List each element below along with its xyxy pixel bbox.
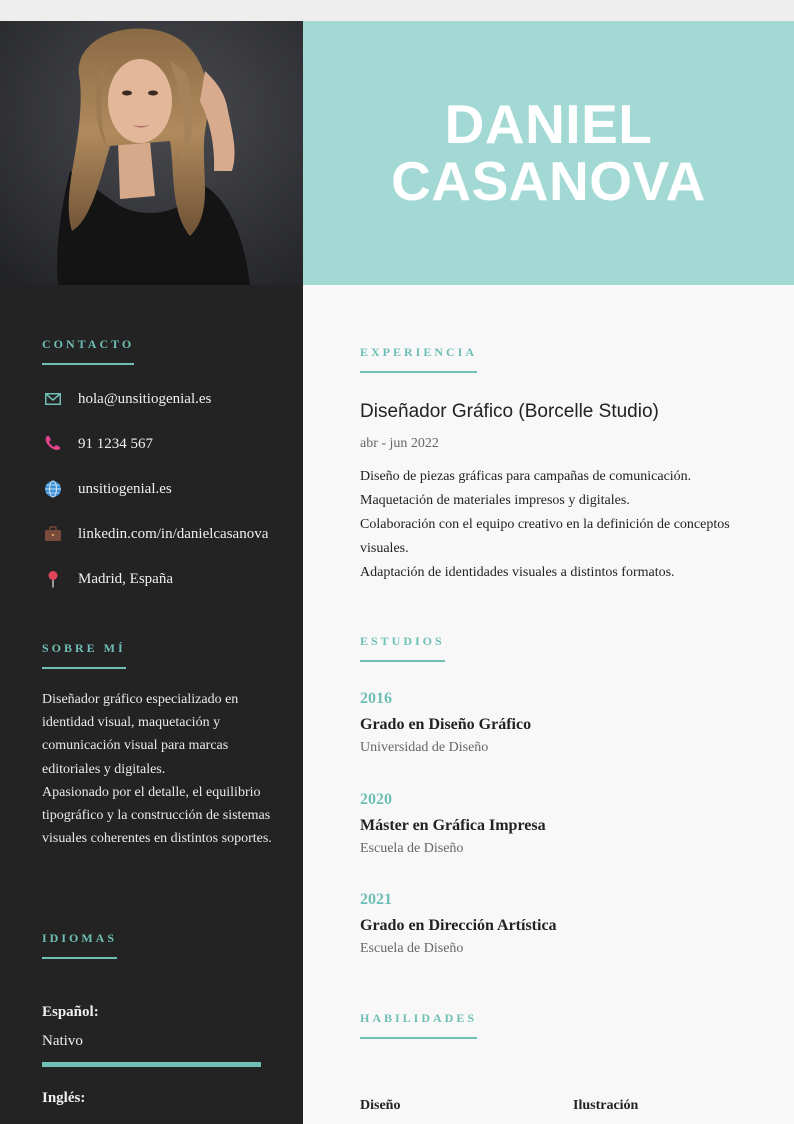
- languages-section: [42, 929, 117, 959]
- contact-linkedin[interactable]: [42, 524, 268, 544]
- education-title: ESTUDIOS: [360, 634, 445, 662]
- job-title: Diseñador Gráfico (Borcelle Studio): [360, 401, 659, 422]
- education-item: [360, 690, 531, 756]
- sidebar: [0, 285, 303, 1124]
- contact-email[interactable]: [42, 389, 211, 409]
- contact-phone[interactable]: [42, 434, 153, 454]
- education-school: Escuela de Diseño: [360, 941, 464, 956]
- main-content: [303, 285, 794, 1124]
- contact-location-text: Madrid, España: [78, 570, 173, 587]
- education-year: 2021: [360, 891, 392, 908]
- globe-icon: [42, 479, 64, 499]
- skills-title: HABILIDADES: [360, 1011, 477, 1039]
- education-section: [360, 632, 445, 662]
- contact-title: CONTACTO: [42, 337, 134, 365]
- education-item: [360, 791, 546, 857]
- experience-title: EXPERIENCIA: [360, 345, 477, 373]
- education-year: 2020: [360, 791, 392, 808]
- mail-icon: [42, 389, 64, 409]
- language-level: Nativo: [42, 1033, 83, 1049]
- education-degree: Grado en Diseño Gráfico: [360, 716, 532, 733]
- job-dates: abr - jun 2022: [360, 436, 439, 451]
- about-text: Diseñador gráfico especializado en identidad visual, maquetación y comunicación visual para marcas editoriales y digitales. Apasionado por el detalle, el equilibrio tipográfico y la construcción de sistemas visuales coherentes en distintos soportes.: [42, 692, 272, 847]
- language-bar: [42, 1062, 261, 1067]
- education-item: [360, 891, 557, 957]
- name-header: [303, 21, 794, 285]
- contact-website-text: unsitiogenial.es: [78, 480, 172, 497]
- contact-website[interactable]: [42, 479, 172, 499]
- location-pin-icon: [42, 569, 64, 589]
- about-section: [42, 639, 126, 669]
- contact-location: [42, 569, 173, 589]
- contact-section: [42, 335, 134, 365]
- language-name: Inglés:: [42, 1090, 86, 1106]
- education-degree: Grado en Dirección Artística: [360, 917, 557, 934]
- profile-photo: [0, 21, 303, 285]
- contact-email-text: hola@unsitiogenial.es: [78, 390, 212, 407]
- education-school: Universidad de Diseño: [360, 740, 489, 755]
- education-school: Escuela de Diseño: [360, 841, 464, 856]
- skills-section: [360, 1009, 477, 1039]
- portrait-illustration: [0, 21, 303, 285]
- first-name: DANIEL: [444, 93, 653, 155]
- language-bar-fill: [42, 1062, 261, 1067]
- education-year: 2016: [360, 690, 392, 707]
- job-description: Diseño de piezas gráficas para campañas de comunicación. Maquetación de materiales impresos y digitales. Colaboración con el equipo creativo en la definición de conceptos visuales. Adaptación de identidades visuales a distintos formatos.: [360, 469, 730, 580]
- languages-title: IDIOMAS: [42, 931, 117, 959]
- experience-section: [360, 343, 477, 373]
- contact-linkedin-text: linkedin.com/in/danielcasanova: [78, 525, 269, 542]
- about-title: SOBRE MÍ: [42, 641, 126, 669]
- last-name: CASANOVA: [391, 150, 706, 212]
- briefcase-icon: [42, 524, 64, 544]
- skill-column-heading: Diseño: [360, 1098, 401, 1113]
- phone-icon: [42, 434, 64, 454]
- education-degree: Máster en Gráfica Impresa: [360, 817, 546, 834]
- top-strip: [0, 0, 794, 21]
- contact-phone-text: 91 1234 567: [78, 435, 153, 452]
- language-name: Español:: [42, 1004, 99, 1020]
- skill-column-heading: Ilustración: [573, 1098, 639, 1113]
